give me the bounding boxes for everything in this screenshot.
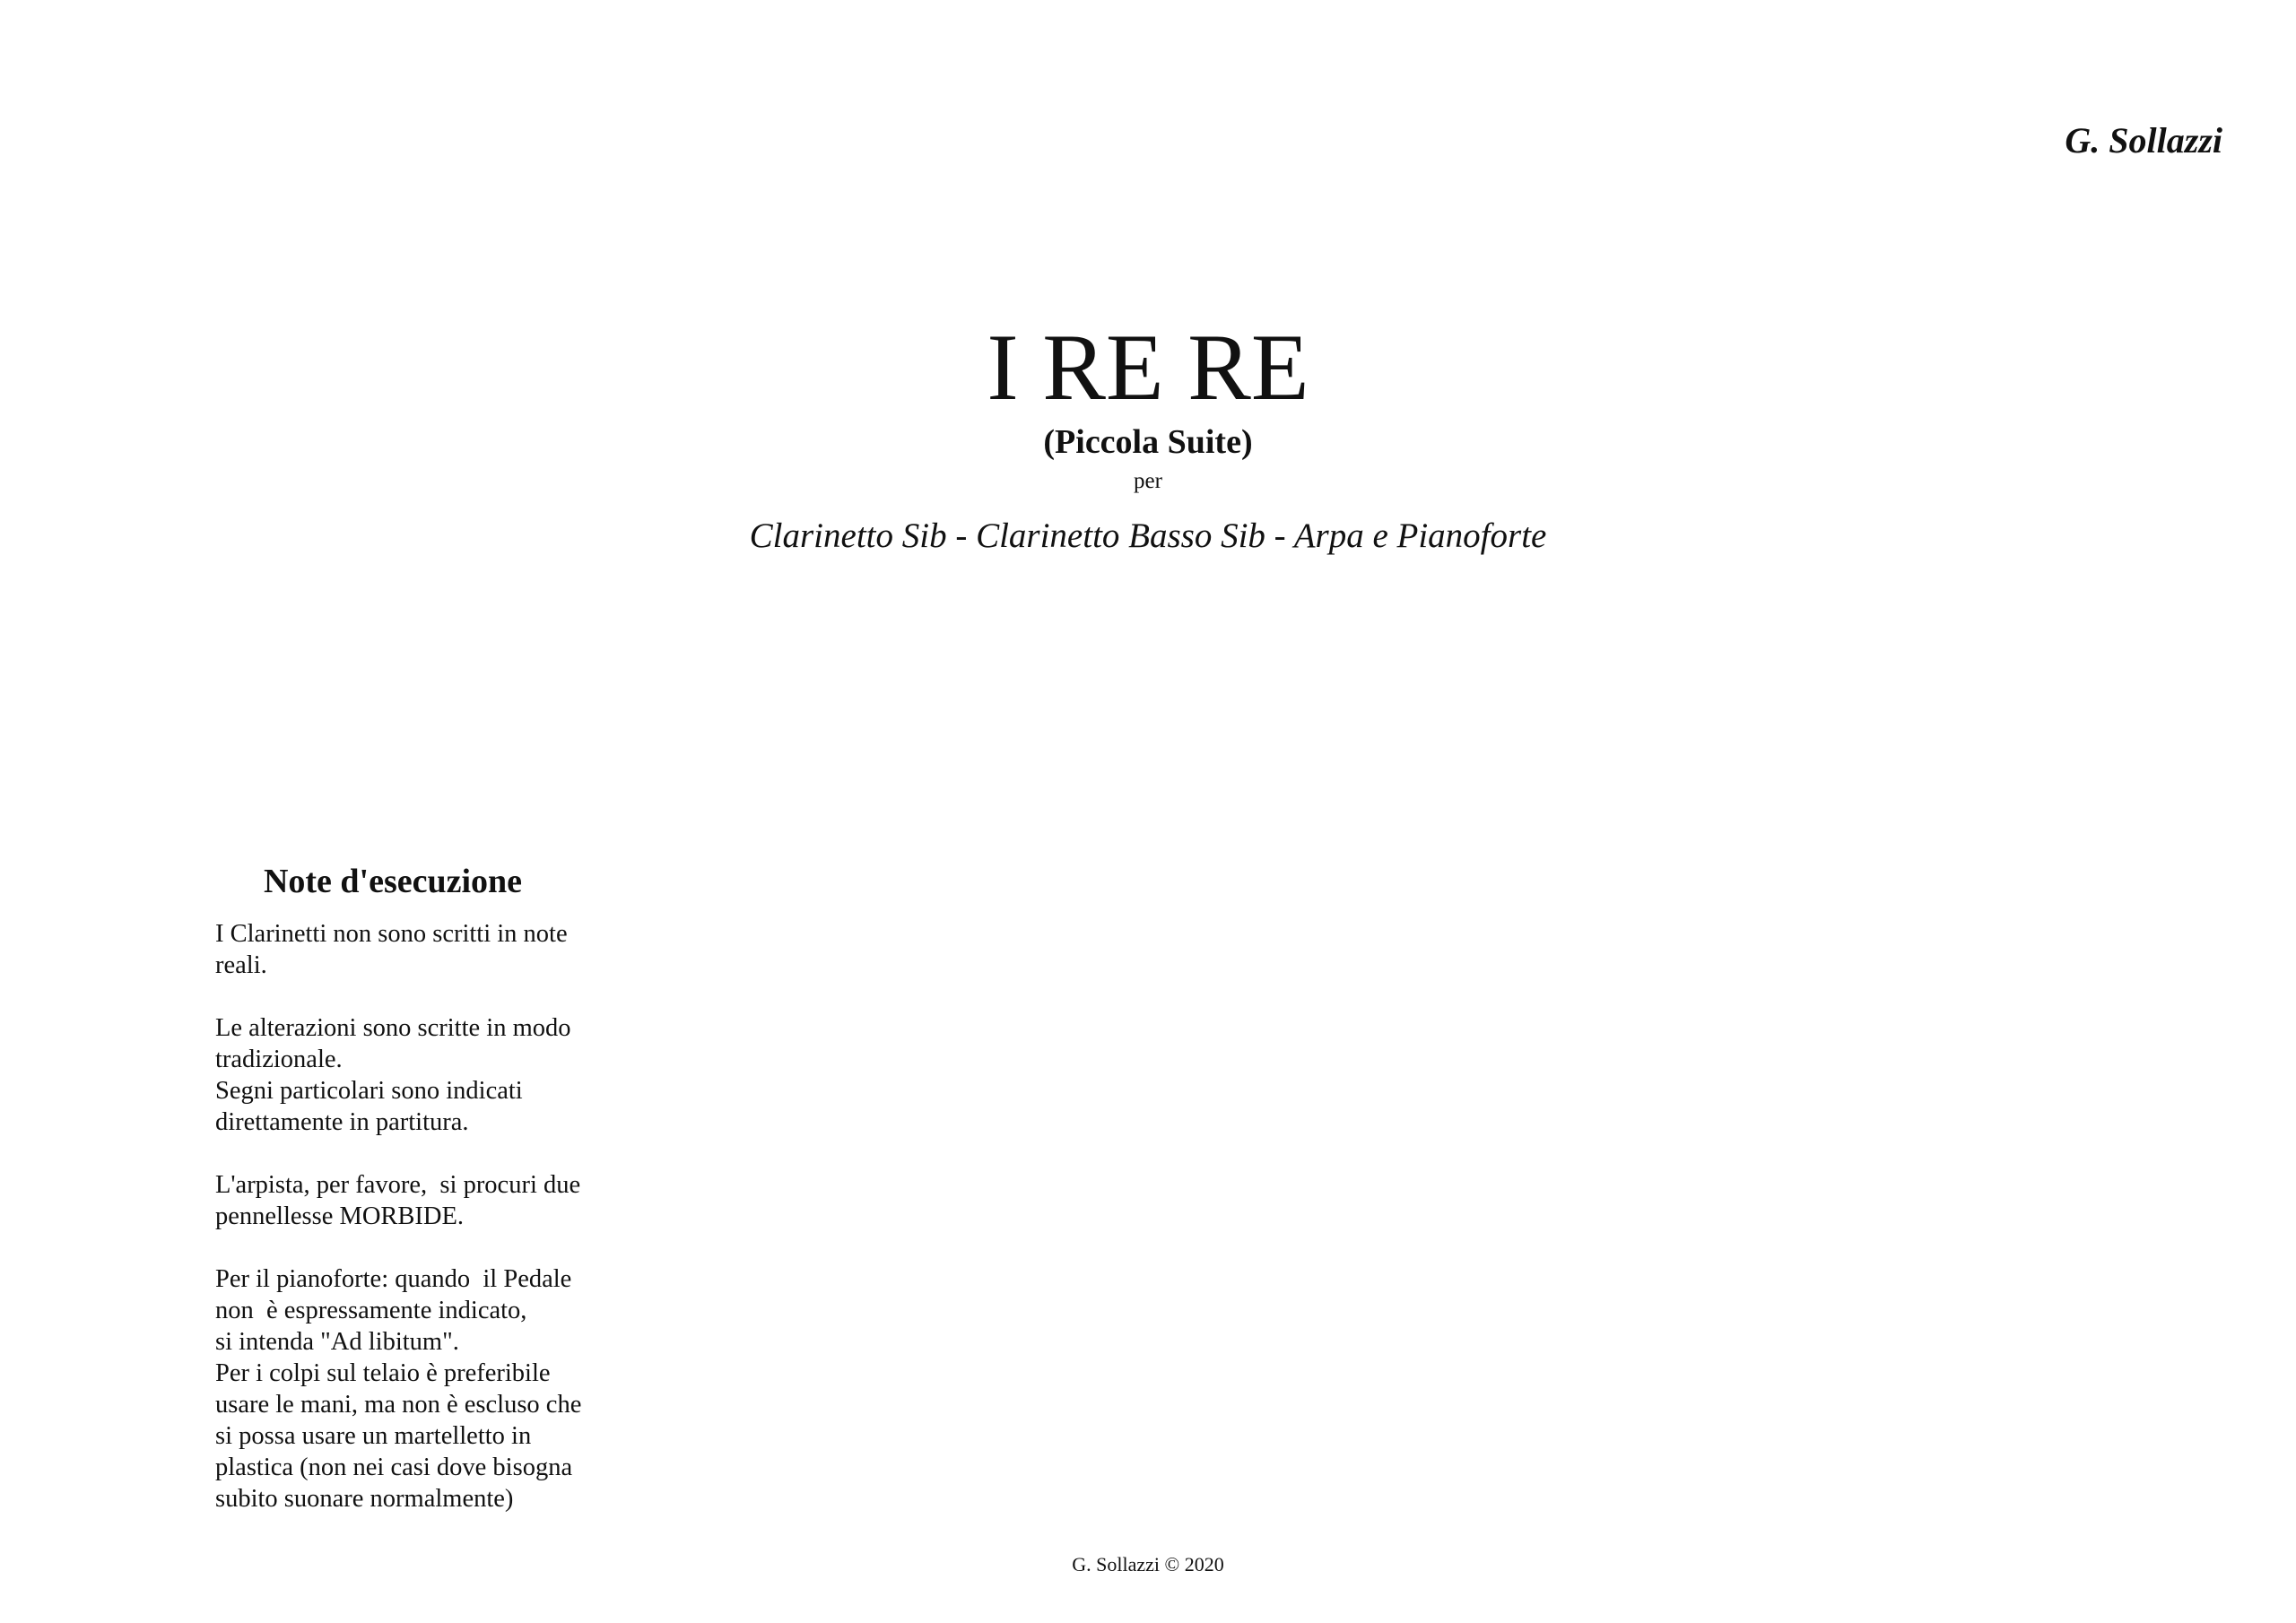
notes-line: subito suonare normalmente)	[215, 1485, 514, 1513]
notes-blank-line	[215, 981, 646, 1012]
notes-line: si intenda "Ad libitum".	[215, 1328, 459, 1356]
performance-notes-heading: Note d'esecuzione	[263, 863, 523, 900]
notes-line: non è espressamente indicato,	[215, 1297, 527, 1324]
performance-notes-body	[215, 918, 646, 1515]
notes-line: tradizionale.	[215, 1046, 343, 1073]
copyright-footer: G. Sollazzi © 2020	[1072, 1553, 1224, 1575]
notes-line: direttamente in partitura.	[215, 1108, 469, 1136]
instrumentation: Clarinetto Sib - Clarinetto Basso Sib - Arpa e Pianoforte	[749, 516, 1547, 555]
notes-line: L'arpista, per favore, si procuri due	[215, 1171, 581, 1199]
notes-line: plastica (non nei casi dove bisogna	[215, 1454, 573, 1481]
notes-line: I Clarinetti non sono scritti in note	[215, 920, 568, 948]
notes-line: Per i colpi sul telaio è preferibile	[215, 1359, 551, 1387]
notes-line: usare le mani, ma non è escluso che	[215, 1391, 582, 1419]
notes-line: Segni particolari sono indicati	[215, 1077, 523, 1105]
notes-line: Le alterazioni sono scritte in modo	[215, 1014, 571, 1042]
notes-blank-line	[215, 1232, 646, 1263]
notes-line: reali.	[215, 951, 267, 979]
composer-name: G. Sollazzi	[2065, 120, 2222, 161]
per-label: per	[1134, 469, 1162, 493]
work-subtitle: (Piccola Suite)	[1043, 423, 1253, 461]
work-title: I RE RE	[987, 315, 1309, 420]
notes-line: si possa usare un martelletto in	[215, 1422, 532, 1450]
notes-line: Per il pianoforte: quando il Pedale	[215, 1265, 572, 1293]
notes-blank-line	[215, 1138, 646, 1169]
notes-line: pennellesse MORBIDE.	[215, 1202, 465, 1230]
